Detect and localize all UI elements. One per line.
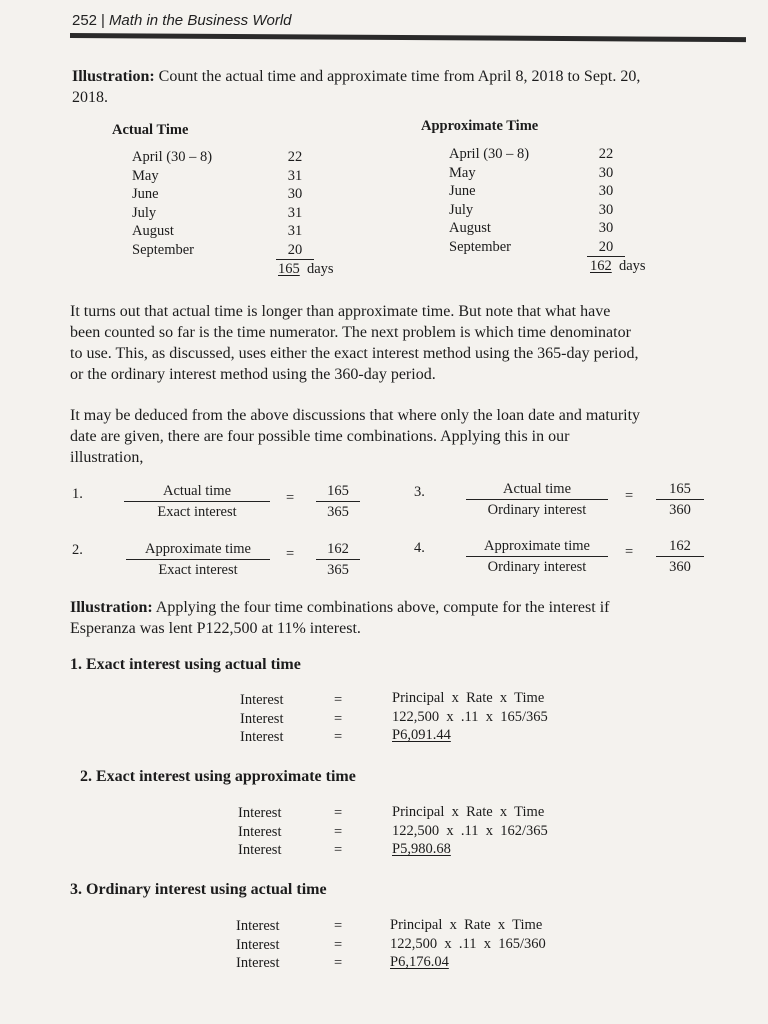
header-rule xyxy=(70,33,746,42)
computation-2-heading: 2. Exact interest using approximate time xyxy=(80,768,356,785)
lhs-label: Interest xyxy=(236,936,280,953)
header-separator: | xyxy=(101,12,105,29)
combination-2-value xyxy=(316,540,360,579)
fraction-numerator: Actual time xyxy=(466,480,608,500)
day-count: 31 xyxy=(287,167,303,184)
lhs-label: Interest xyxy=(240,729,284,745)
day-count: 30 xyxy=(598,201,614,218)
actual-time-months xyxy=(132,148,212,259)
value-denominator: 360 xyxy=(669,502,691,518)
day-count: 31 xyxy=(287,223,303,239)
month-label: May xyxy=(449,164,476,181)
equals-sign: = xyxy=(334,710,343,727)
actual-time-total: 165 xyxy=(278,261,300,277)
equals-sign: = xyxy=(286,546,295,562)
result: P6,091.44 xyxy=(392,727,451,743)
result: P6,176.04 xyxy=(390,954,449,970)
paragraph-time-numerator xyxy=(70,301,760,385)
page-header xyxy=(72,12,292,29)
actual-time-sum-rule xyxy=(276,259,314,260)
day-count: 30 xyxy=(598,183,614,199)
month-label: September xyxy=(132,241,195,258)
illustration-text: Count the actual time and approximate time from April 8, 2018 to Sept. 20, xyxy=(158,68,641,85)
lhs-label: Interest xyxy=(238,842,282,858)
combination-3-fraction xyxy=(466,480,608,519)
illustration-label: Illustration: xyxy=(72,68,155,85)
paragraph-line: illustration, xyxy=(70,449,144,466)
month-label: July xyxy=(449,201,474,218)
combination-number: 1. xyxy=(72,486,83,502)
lhs-label: Interest xyxy=(236,918,280,934)
value-numerator: 165 xyxy=(656,480,704,500)
computation-2-rhs xyxy=(392,803,548,859)
fraction-denominator: Exact interest xyxy=(157,504,237,520)
book-title: Math in the Business World xyxy=(108,12,292,29)
combination-1-fraction xyxy=(124,482,270,521)
paragraph-line: It turns out that actual time is longer than approximate time. But note that what have xyxy=(70,303,611,320)
fraction-denominator: Ordinary interest xyxy=(487,502,587,518)
day-count: 31 xyxy=(287,204,303,221)
equals-sign: = xyxy=(334,729,343,745)
month-label: June xyxy=(132,186,159,202)
formula: Principal x Rate x Time xyxy=(390,917,543,933)
computation-1-heading: 1. Exact interest using actual time xyxy=(70,656,301,673)
lhs-label: Interest xyxy=(238,805,282,821)
month-label: August xyxy=(449,220,491,236)
approx-time-total-row xyxy=(590,258,646,275)
fraction-numerator: Actual time xyxy=(124,482,270,502)
illustration-1 xyxy=(72,66,752,108)
value-denominator: 360 xyxy=(669,559,691,575)
value-numerator: 165 xyxy=(316,482,360,502)
paragraph-line: to use. This, as discussed, uses either the exact interest method using the 365-day period, xyxy=(70,345,639,362)
computation-3-lhs xyxy=(236,917,279,973)
substitution: 122,500 x .11 x 165/360 xyxy=(390,935,546,952)
paragraph-combinations xyxy=(70,405,760,468)
fraction-numerator: Approximate time xyxy=(466,537,608,557)
computation-3-heading: 3. Ordinary interest using actual time xyxy=(70,881,327,898)
equals-sign: = xyxy=(334,955,343,971)
illustration-text-line2: Esperanza was lent P122,500 at 11% interest. xyxy=(70,620,361,637)
equals-sign: = xyxy=(286,490,295,506)
month-label: August xyxy=(132,223,174,239)
approx-time-unit: days xyxy=(619,258,646,274)
approx-time-title: Approximate Time xyxy=(421,118,539,134)
combination-1-value xyxy=(316,482,360,521)
computation-1-eq xyxy=(334,691,342,747)
computation-1-rhs xyxy=(392,689,548,745)
fraction-denominator: Ordinary interest xyxy=(487,559,587,575)
paragraph-line: It may be deduced from the above discussions that where only the loan date and maturity xyxy=(70,407,641,424)
combination-number: 2. xyxy=(72,542,83,558)
equals-sign: = xyxy=(334,823,343,840)
month-label: May xyxy=(132,167,159,184)
combination-4-value xyxy=(656,537,704,576)
combination-3-value xyxy=(656,480,704,519)
day-count: 30 xyxy=(598,164,614,181)
illustration-text: Applying the four time combinations above, compute for the interest if xyxy=(155,599,610,616)
computation-3-rhs xyxy=(390,916,546,972)
equals-sign: = xyxy=(625,544,634,560)
approx-time-sum-rule xyxy=(587,256,625,257)
month-label: June xyxy=(449,183,476,199)
actual-time-title: Actual Time xyxy=(112,122,189,138)
day-count: 30 xyxy=(287,186,303,202)
lhs-label: Interest xyxy=(240,692,284,708)
value-denominator: 365 xyxy=(327,504,349,520)
computation-3-eq xyxy=(334,917,342,973)
computation-1-lhs xyxy=(240,691,283,747)
actual-time-total-row xyxy=(278,261,334,278)
substitution: 122,500 x .11 x 165/365 xyxy=(392,708,548,725)
formula: Principal x Rate x Time xyxy=(392,690,545,706)
fraction-numerator: Approximate time xyxy=(126,540,270,560)
combination-4-fraction xyxy=(466,537,608,576)
page-number: 252 xyxy=(72,12,98,29)
illustration-text-line2: 2018. xyxy=(72,89,108,106)
formula: Principal x Rate x Time xyxy=(392,804,545,820)
paragraph-line: been counted so far is the time numerator. The next problem is which time denominator xyxy=(70,324,631,341)
illustration-2 xyxy=(70,597,760,639)
day-count: 20 xyxy=(598,238,614,255)
equals-sign: = xyxy=(334,936,343,953)
approx-time-days xyxy=(589,145,623,256)
combination-number: 4. xyxy=(414,540,425,556)
month-label: July xyxy=(132,204,157,221)
actual-time-unit: days xyxy=(307,261,334,277)
value-numerator: 162 xyxy=(656,537,704,557)
day-count: 22 xyxy=(598,146,614,162)
value-denominator: 365 xyxy=(327,562,349,578)
lhs-label: Interest xyxy=(238,823,282,840)
day-count: 30 xyxy=(598,220,614,236)
equals-sign: = xyxy=(625,488,634,504)
value-numerator: 162 xyxy=(316,540,360,560)
month-label: April (30 – 8) xyxy=(132,149,213,165)
computation-2-lhs xyxy=(238,804,281,860)
approx-time-months xyxy=(449,145,529,256)
paragraph-line: or the ordinary interest method using the 360-day period. xyxy=(70,366,436,383)
combination-2-fraction xyxy=(126,540,270,579)
equals-sign: = xyxy=(334,692,343,708)
month-label: September xyxy=(449,238,512,255)
month-label: April (30 – 8) xyxy=(449,146,530,162)
equals-sign: = xyxy=(334,805,343,821)
actual-time-days xyxy=(278,148,312,259)
substitution: 122,500 x .11 x 162/365 xyxy=(392,822,548,839)
fraction-denominator: Exact interest xyxy=(158,562,238,578)
day-count: 22 xyxy=(287,149,303,165)
day-count: 20 xyxy=(287,241,303,258)
equals-sign: = xyxy=(334,918,343,934)
equals-sign: = xyxy=(334,842,343,858)
paragraph-line: date are given, there are four possible time combinations. Applying this in our xyxy=(70,428,570,445)
computation-2-eq xyxy=(334,804,342,860)
lhs-label: Interest xyxy=(240,710,284,727)
lhs-label: Interest xyxy=(236,955,280,971)
result: P5,980.68 xyxy=(392,841,451,857)
combination-number: 3. xyxy=(414,484,425,500)
illustration-label: Illustration: xyxy=(70,599,153,616)
approx-time-total: 162 xyxy=(590,258,612,274)
